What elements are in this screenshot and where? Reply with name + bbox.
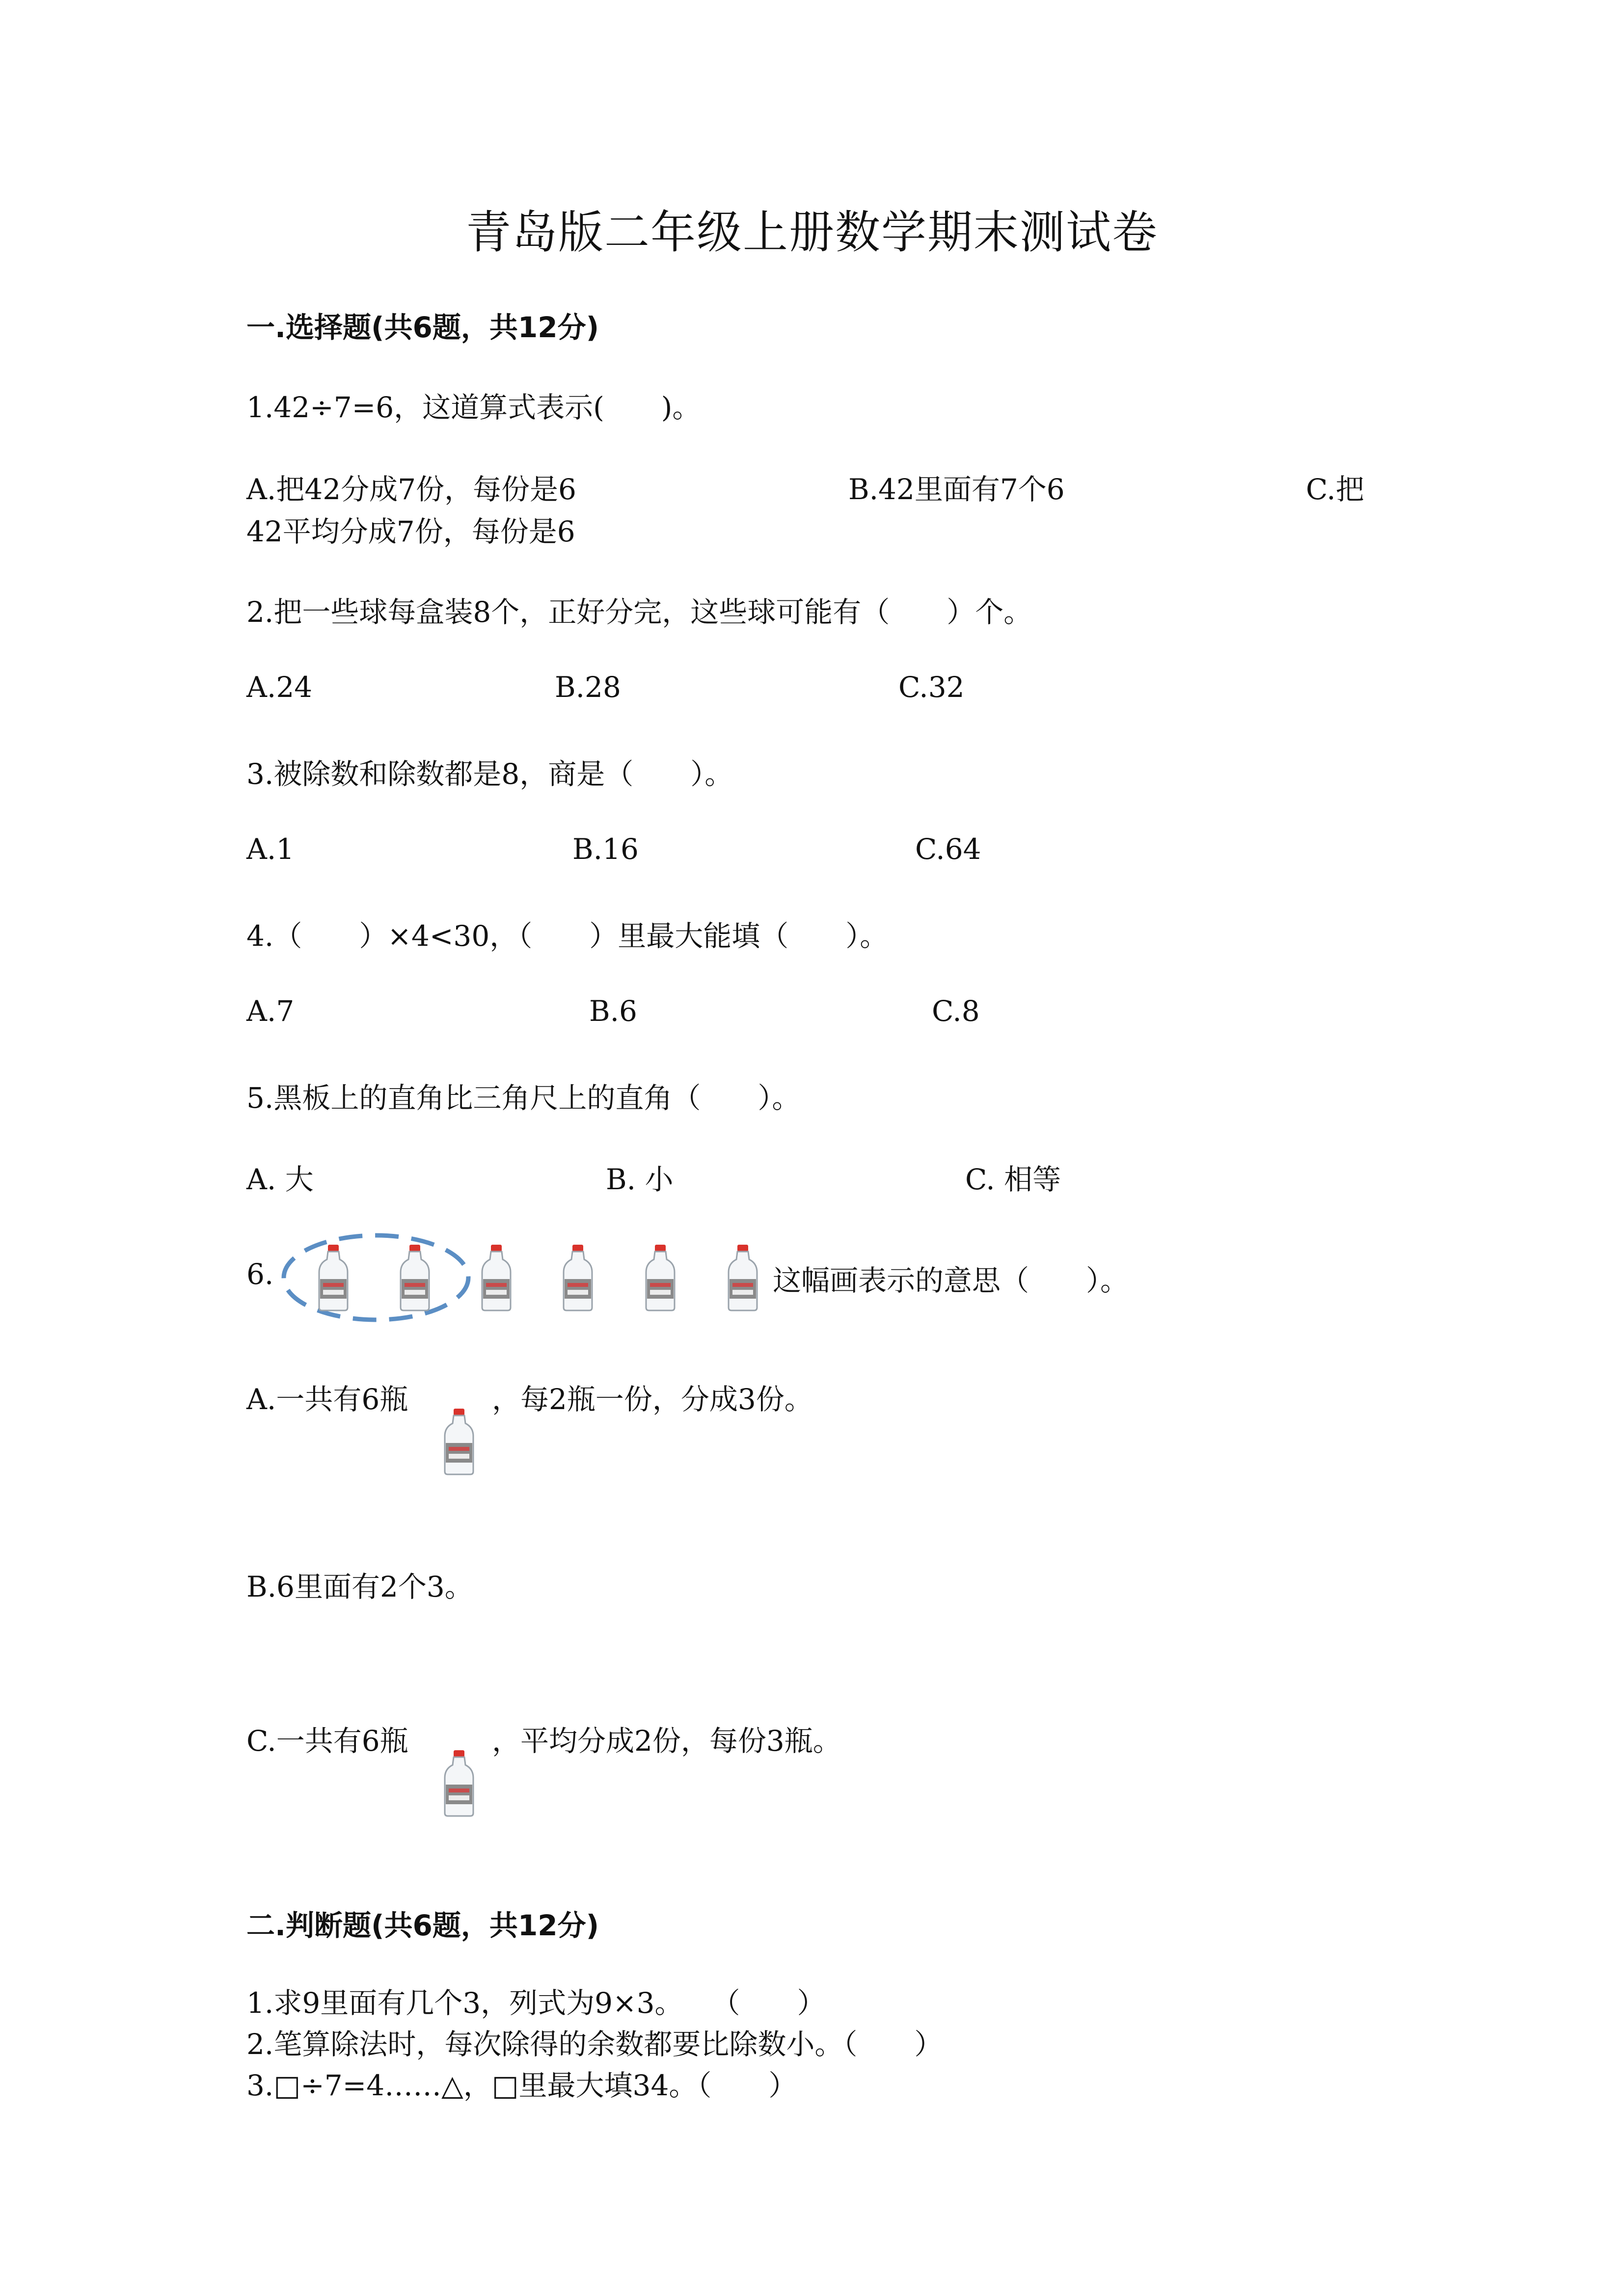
question-6-option-a-cont: ，每2瓶一份，分成3份。 <box>492 1383 813 1416</box>
question-1-option-b: B.42里面有7个6 <box>848 473 1065 506</box>
question-4-stem: 4.（ ）×4<30，（ ）里最大能填（ ）。 <box>246 919 889 953</box>
question-4-option-a: A.7 <box>246 994 295 1028</box>
judgement-item-2: 2.笔算除法时，每次除得的余数都要比除数小。（ ） <box>246 2028 943 2061</box>
question-2-option-b: B.28 <box>555 670 621 704</box>
question-6-option-a: A.一共有6瓶 <box>246 1383 408 1416</box>
water-bottle-icon <box>561 1245 595 1311</box>
water-bottle-icon <box>643 1245 677 1311</box>
question-6-number: 6. <box>246 1257 274 1291</box>
question-3-option-c: C.64 <box>915 832 981 866</box>
question-3-stem: 3.被除数和除数都是8，商是（ ）。 <box>246 757 733 791</box>
question-6-option-c: C.一共有6瓶 <box>246 1724 408 1758</box>
question-6-stem: 这幅画表示的意思（ ）。 <box>773 1264 1129 1297</box>
question-3-option-b: B.16 <box>572 832 639 866</box>
question-4-option-b: B.6 <box>589 994 637 1028</box>
judgement-item-1: 1.求9里面有几个3，列式为9×3。 （ ） <box>246 1986 826 2020</box>
judgement-item-3: 3.□÷7=4……△，□里最大填34。（ ） <box>246 2069 797 2102</box>
water-bottle-icon <box>442 1750 476 1817</box>
grouping-ellipse <box>278 1229 474 1326</box>
question-6-option-c-cont: ，平均分成2份，每份3瓶。 <box>492 1724 841 1758</box>
page-title: 青岛版二年级上册数学期末测试卷 <box>465 206 1158 259</box>
water-bottle-icon <box>398 1245 432 1311</box>
question-4-option-c: C.8 <box>932 994 980 1028</box>
section-heading-judgement: 二.判断题(共6题，共12分) <box>246 1909 599 1942</box>
water-bottle-icon <box>479 1245 514 1311</box>
question-5-option-c: C. 相等 <box>965 1163 1061 1196</box>
question-2-option-c: C.32 <box>898 670 965 704</box>
question-1-stem: 1.42÷7=6，这道算式表示( )。 <box>246 391 701 424</box>
section-heading-choice: 一.选择题(共6题，共12分) <box>246 311 599 344</box>
question-2-stem: 2.把一些球每盒装8个，正好分完，这些球可能有（ ）个。 <box>246 595 1032 629</box>
question-1-option-a: A.把42分成7份，每份是6 <box>246 473 576 506</box>
question-2-option-a: A.24 <box>246 670 313 704</box>
water-bottle-icon <box>726 1245 760 1311</box>
water-bottle-icon <box>442 1409 476 1475</box>
question-6-option-b: B.6里面有2个3。 <box>246 1570 473 1603</box>
question-5-option-b: B. 小 <box>606 1163 674 1196</box>
question-1-option-c: C.把 <box>1306 473 1364 506</box>
water-bottle-icon <box>316 1245 351 1311</box>
question-1-option-c-cont: 42平均分成7份，每份是6 <box>246 515 575 548</box>
question-3-option-a: A.1 <box>246 832 295 866</box>
question-5-option-a: A. 大 <box>246 1163 314 1196</box>
question-5-stem: 5.黑板上的直角比三角尺上的直角（ ）。 <box>246 1081 801 1115</box>
